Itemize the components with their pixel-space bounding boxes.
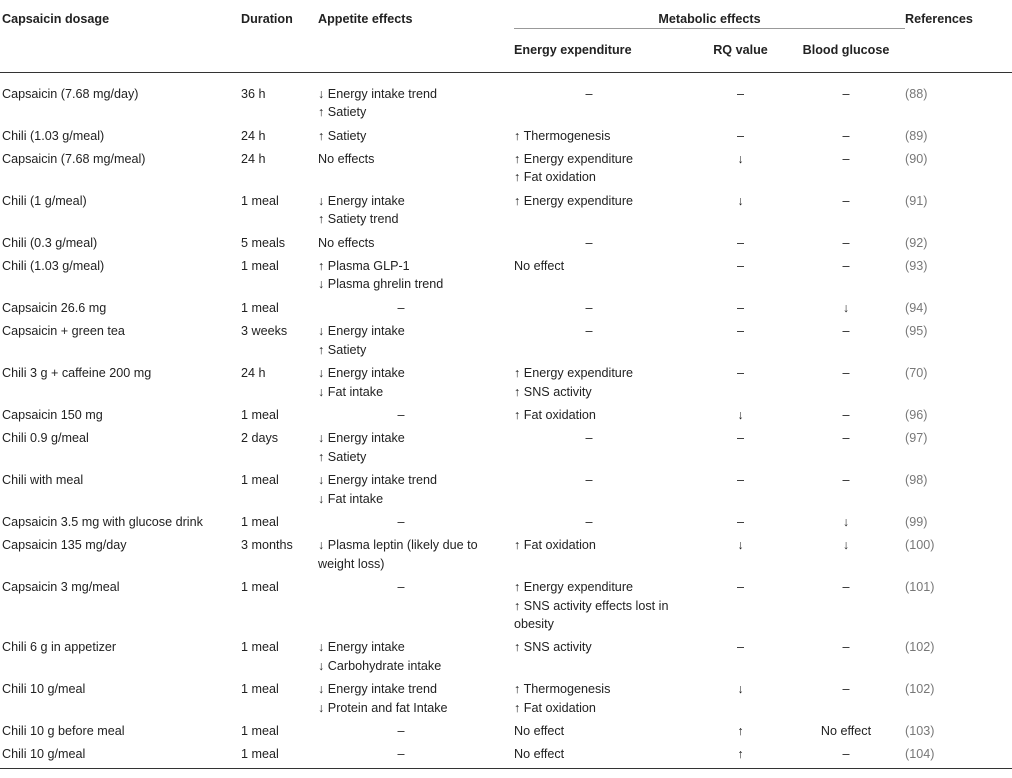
cell-appetite-line: ↓ Plasma leptin (likely due to bbox=[318, 538, 478, 553]
cell-energy-line: ↑ Fat oxidation bbox=[514, 700, 596, 715]
cell-glucose: – bbox=[842, 259, 850, 274]
cell-reference: (91) bbox=[905, 193, 928, 208]
cell-duration: 1 meal bbox=[241, 473, 279, 488]
cell-energy-line: – bbox=[585, 235, 593, 250]
cell-appetite-line: ↓ Fat intake bbox=[318, 384, 384, 399]
cell-glucose: – bbox=[842, 324, 850, 339]
cell-appetite bbox=[318, 319, 514, 361]
cell-dosage: Capsaicin 3 mg/meal bbox=[2, 580, 120, 595]
cell-appetite bbox=[318, 231, 514, 254]
cell-appetite-line: weight loss) bbox=[318, 556, 385, 571]
cell-dosage: Chili 3 g + caffeine 200 mg bbox=[2, 366, 152, 381]
cell-dosage: Chili 10 g/meal bbox=[0, 742, 241, 768]
cell-duration: 1 meal bbox=[241, 259, 279, 274]
table-row bbox=[0, 361, 1012, 403]
cell-appetite bbox=[318, 124, 514, 147]
cell-dosage: Chili 10 g before meal bbox=[2, 724, 125, 738]
cell-duration: 36 h bbox=[241, 86, 266, 101]
cell-dosage: Chili (1 g/meal) bbox=[2, 193, 87, 208]
cell-appetite-line: ↓ Protein and fat Intake bbox=[318, 700, 448, 715]
table-row bbox=[0, 426, 1012, 468]
cell-energy bbox=[514, 254, 694, 296]
cell-energy-line: ↑ SNS activity bbox=[514, 640, 592, 655]
cell-rq: ↑ bbox=[737, 724, 744, 738]
cell-duration: 1 meal bbox=[241, 742, 318, 768]
table-row bbox=[0, 677, 1012, 719]
cell-reference: (102) bbox=[905, 682, 935, 697]
cell-dosage: Capsaicin 135 mg/day bbox=[2, 538, 127, 553]
cell-energy bbox=[514, 677, 694, 719]
cell-duration: 3 months bbox=[241, 538, 293, 553]
cell-reference: (88) bbox=[905, 86, 928, 101]
table-row bbox=[0, 231, 1012, 254]
cell-appetite bbox=[318, 468, 514, 510]
cell-energy-line: – bbox=[585, 431, 593, 446]
table-row bbox=[0, 719, 1012, 742]
cell-rq: – bbox=[736, 300, 744, 315]
cell-appetite bbox=[318, 533, 514, 575]
cell-dosage: Capsaicin (7.68 mg/day) bbox=[2, 86, 139, 101]
cell-energy bbox=[514, 635, 694, 677]
cell-appetite bbox=[318, 742, 514, 768]
cell-appetite-line: ↓ Energy intake bbox=[318, 193, 405, 208]
cell-appetite-line: – bbox=[397, 407, 405, 422]
cell-appetite-line: No effects bbox=[318, 152, 375, 167]
cell-glucose: – bbox=[842, 128, 850, 143]
cell-reference: (99) bbox=[905, 514, 928, 529]
cell-rq: ↓ bbox=[737, 193, 744, 208]
cell-dosage: Chili 10 g/meal bbox=[2, 682, 86, 697]
cell-energy-line: ↑ Thermogenesis bbox=[514, 682, 611, 697]
cell-energy bbox=[514, 533, 694, 575]
cell-energy bbox=[514, 719, 694, 742]
cell-energy-line: No effect bbox=[514, 259, 565, 274]
cell-rq: ↓ bbox=[737, 152, 744, 167]
cell-appetite bbox=[318, 361, 514, 403]
cell-energy-line: ↑ Energy expenditure bbox=[514, 580, 634, 595]
cell-reference: (97) bbox=[905, 431, 928, 446]
cell-rq: – bbox=[736, 259, 744, 274]
cell-appetite-line: ↓ Fat intake bbox=[318, 491, 384, 506]
cell-appetite-line: ↑ Satiety trend bbox=[318, 212, 399, 227]
cell-appetite-line: ↓ Energy intake trend bbox=[318, 86, 438, 101]
cell-appetite-line: ↓ Plasma ghrelin trend bbox=[318, 277, 444, 292]
cell-energy bbox=[514, 426, 694, 468]
cell-rq: – bbox=[736, 431, 744, 446]
cell-duration: 1 meal bbox=[241, 682, 279, 697]
header-glucose: Blood glucose bbox=[787, 29, 905, 72]
cell-rq: – bbox=[736, 366, 744, 381]
cell-energy-line: ↑ Energy expenditure bbox=[514, 193, 634, 208]
cell-appetite-line: ↓ Energy intake trend bbox=[318, 473, 438, 488]
table-row bbox=[0, 319, 1012, 361]
table-row bbox=[0, 147, 1012, 189]
cell-appetite-line: ↑ Satiety bbox=[318, 449, 367, 464]
cell-appetite-line: No effects bbox=[318, 235, 375, 250]
table-row bbox=[0, 189, 1012, 231]
cell-energy-line: – bbox=[585, 86, 593, 101]
cell-duration: 24 h bbox=[241, 128, 266, 143]
cell-dosage: Capsaicin 26.6 mg bbox=[2, 300, 107, 315]
cell-rq: ↓ bbox=[737, 682, 744, 697]
table-row bbox=[0, 533, 1012, 575]
cell-energy-line: ↑ Fat oxidation bbox=[514, 538, 596, 553]
cell-rq: – bbox=[736, 86, 744, 101]
cell-glucose: – bbox=[842, 682, 850, 697]
cell-reference: (104) bbox=[905, 742, 1012, 768]
cell-duration: 5 meals bbox=[241, 235, 286, 250]
cell-reference: (92) bbox=[905, 235, 928, 250]
header-metabolic: Metabolic effects bbox=[514, 0, 905, 29]
cell-reference: (98) bbox=[905, 473, 928, 488]
cell-energy bbox=[514, 575, 694, 635]
cell-glucose: – bbox=[842, 431, 850, 446]
cell-energy-line: – bbox=[585, 300, 593, 315]
cell-dosage: Chili (1.03 g/meal) bbox=[2, 259, 105, 274]
header-duration: Duration bbox=[241, 0, 318, 72]
cell-appetite-line: – bbox=[397, 514, 405, 529]
table-row bbox=[0, 403, 1012, 426]
table-row bbox=[0, 296, 1012, 319]
cell-rq: – bbox=[736, 514, 744, 529]
cell-rq: ↑ bbox=[694, 742, 787, 768]
cell-rq: – bbox=[736, 473, 744, 488]
cell-duration: 24 h bbox=[241, 152, 266, 167]
cell-appetite bbox=[318, 719, 514, 742]
cell-energy bbox=[514, 319, 694, 361]
cell-glucose: – bbox=[842, 86, 850, 101]
cell-energy-line: ↑ Thermogenesis bbox=[514, 128, 611, 143]
cell-energy-line: ↑ Energy expenditure bbox=[514, 366, 634, 381]
cell-energy bbox=[514, 742, 694, 768]
cell-reference: (95) bbox=[905, 324, 928, 339]
cell-glucose: – bbox=[842, 366, 850, 381]
cell-appetite-line: ↑ Satiety bbox=[318, 128, 367, 143]
cell-glucose: ↓ bbox=[842, 300, 850, 315]
cell-appetite bbox=[318, 403, 514, 426]
cell-dosage: Capsaicin + green tea bbox=[2, 324, 125, 339]
cell-appetite bbox=[318, 296, 514, 319]
table-row bbox=[0, 254, 1012, 296]
cell-energy bbox=[514, 361, 694, 403]
header-rq: RQ value bbox=[694, 29, 787, 72]
cell-energy-line: ↑ SNS activity bbox=[514, 384, 592, 399]
header-dosage: Capsaicin dosage bbox=[0, 0, 241, 72]
header-references: References bbox=[905, 0, 1012, 72]
cell-rq: – bbox=[736, 128, 744, 143]
cell-reference: (93) bbox=[905, 259, 928, 274]
cell-dosage: Chili 0.9 g/meal bbox=[2, 431, 89, 446]
cell-appetite-line: – bbox=[397, 747, 405, 762]
cell-appetite bbox=[318, 510, 514, 533]
cell-glucose: No effect bbox=[820, 724, 872, 738]
cell-dosage: Chili 6 g in appetizer bbox=[2, 640, 117, 655]
cell-energy-line: No effect bbox=[514, 747, 565, 762]
cell-reference: (103) bbox=[905, 724, 935, 738]
cell-appetite-line: ↓ Energy intake bbox=[318, 366, 405, 381]
cell-appetite bbox=[318, 147, 514, 189]
cell-glucose: – bbox=[842, 473, 850, 488]
cell-dosage: Capsaicin 3.5 mg with glucose drink bbox=[2, 514, 203, 529]
cell-rq: ↓ bbox=[737, 407, 744, 422]
cell-rq: – bbox=[736, 640, 744, 655]
table-row bbox=[0, 72, 1012, 123]
cell-glucose: ↓ bbox=[842, 538, 850, 553]
cell-appetite bbox=[318, 254, 514, 296]
cell-duration: 1 meal bbox=[241, 300, 279, 315]
table-row bbox=[0, 575, 1012, 635]
cell-duration: 1 meal bbox=[241, 640, 279, 655]
cell-appetite bbox=[318, 677, 514, 719]
cell-reference: (100) bbox=[905, 538, 935, 553]
cell-appetite-line: ↓ Energy intake trend bbox=[318, 682, 438, 697]
cell-glucose: – bbox=[842, 640, 850, 655]
cell-energy-line: ↑ SNS activity effects lost in bbox=[514, 598, 669, 613]
cell-glucose: – bbox=[842, 193, 850, 208]
cell-energy bbox=[514, 296, 694, 319]
cell-dosage: Chili (1.03 g/meal) bbox=[2, 128, 105, 143]
table-row bbox=[0, 468, 1012, 510]
cell-duration: 1 meal bbox=[241, 193, 279, 208]
cell-appetite-line: ↓ Carbohydrate intake bbox=[318, 658, 442, 673]
cell-dosage: Chili (0.3 g/meal) bbox=[2, 235, 98, 250]
cell-appetite-line: ↓ Energy intake bbox=[318, 324, 405, 339]
cell-energy bbox=[514, 189, 694, 231]
cell-energy bbox=[514, 403, 694, 426]
cell-rq: – bbox=[736, 324, 744, 339]
cell-reference: (70) bbox=[905, 366, 928, 381]
cell-energy bbox=[514, 510, 694, 533]
cell-reference: (90) bbox=[905, 152, 928, 167]
cell-reference: (102) bbox=[905, 640, 935, 655]
cell-rq: ↓ bbox=[737, 538, 744, 553]
cell-glucose: – bbox=[842, 152, 850, 167]
cell-energy-line: ↑ Fat oxidation bbox=[514, 407, 596, 422]
cell-glucose: – bbox=[842, 580, 850, 595]
cell-reference: (94) bbox=[905, 300, 928, 315]
cell-energy-line: – bbox=[585, 514, 593, 529]
cell-appetite-line: ↑ Plasma GLP-1 bbox=[318, 259, 410, 274]
table-row bbox=[0, 635, 1012, 677]
cell-energy-line: ↑ Fat oxidation bbox=[514, 170, 596, 185]
cell-rq: – bbox=[736, 235, 744, 250]
cell-energy bbox=[514, 72, 694, 123]
cell-appetite-line: ↑ Satiety bbox=[318, 105, 367, 120]
cell-duration: 2 days bbox=[241, 431, 279, 446]
cell-appetite-line: – bbox=[397, 580, 405, 595]
cell-appetite-line: ↓ Energy intake bbox=[318, 640, 405, 655]
cell-reference: (96) bbox=[905, 407, 928, 422]
cell-appetite-line: ↑ Satiety bbox=[318, 342, 367, 357]
cell-glucose: – bbox=[787, 742, 905, 768]
cell-duration: 3 weeks bbox=[241, 324, 288, 339]
cell-appetite bbox=[318, 426, 514, 468]
cell-appetite bbox=[318, 575, 514, 635]
cell-energy-line: ↑ Energy expenditure bbox=[514, 152, 634, 167]
cell-duration: 24 h bbox=[241, 366, 266, 381]
cell-energy-line: – bbox=[585, 324, 593, 339]
table-body bbox=[0, 72, 1012, 768]
cell-appetite-line: – bbox=[397, 300, 405, 315]
cell-energy bbox=[514, 124, 694, 147]
cell-duration: 1 meal bbox=[241, 407, 279, 422]
cell-rq: – bbox=[736, 580, 744, 595]
table-row bbox=[0, 510, 1012, 533]
cell-glucose: ↓ bbox=[842, 514, 850, 529]
cell-reference: (101) bbox=[905, 580, 935, 595]
cell-energy bbox=[514, 147, 694, 189]
table-row bbox=[0, 742, 1012, 768]
cell-dosage: Chili with meal bbox=[2, 473, 84, 488]
table-row bbox=[0, 124, 1012, 147]
cell-appetite-line: ↓ Energy intake bbox=[318, 431, 405, 446]
cell-appetite bbox=[318, 72, 514, 123]
cell-appetite bbox=[318, 635, 514, 677]
cell-duration: 1 meal bbox=[241, 724, 279, 738]
cell-energy-line: No effect bbox=[514, 724, 565, 738]
cell-appetite-line: – bbox=[397, 724, 405, 738]
cell-duration: 1 meal bbox=[241, 514, 279, 529]
header-energy: Energy expenditure bbox=[514, 29, 694, 72]
cell-energy bbox=[514, 468, 694, 510]
cell-appetite bbox=[318, 189, 514, 231]
cell-duration: 1 meal bbox=[241, 580, 279, 595]
header-appetite: Appetite effects bbox=[318, 0, 514, 72]
header-row-top bbox=[0, 0, 1012, 29]
cell-energy-line: – bbox=[585, 473, 593, 488]
cell-glucose: – bbox=[842, 235, 850, 250]
cell-reference: (89) bbox=[905, 128, 928, 143]
cell-energy-line: obesity bbox=[514, 616, 554, 631]
cell-energy bbox=[514, 231, 694, 254]
cell-dosage: Capsaicin 150 mg bbox=[2, 407, 103, 422]
cell-dosage: Capsaicin (7.68 mg/meal) bbox=[2, 152, 146, 167]
cell-glucose: – bbox=[842, 407, 850, 422]
